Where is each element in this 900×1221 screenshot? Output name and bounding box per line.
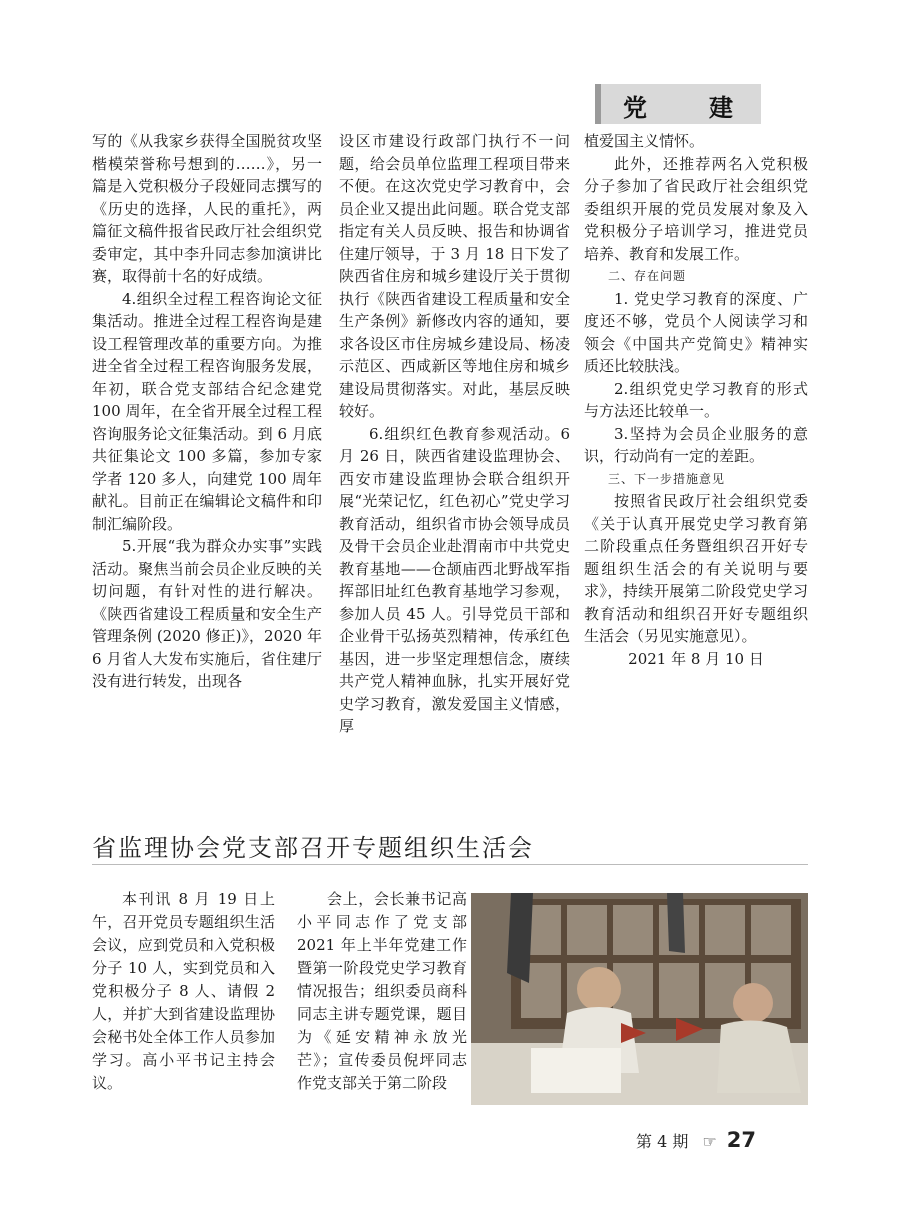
section-tag (595, 84, 761, 124)
list-item: 3.坚持为会员企业服务的意识，行动尚有一定的差距。 (584, 424, 808, 465)
page-footer (636, 1128, 756, 1152)
section-tag-char-1: 党 (623, 94, 647, 122)
subheading: 二、存在问题 (608, 269, 687, 283)
column-1 (92, 130, 322, 693)
article-column-2 (297, 888, 467, 1095)
paragraph: 4.组织全过程工程咨询论文征集活动。推进全过程工程咨询是建设工程管理改革的重要方向。为推进全省全过程工程咨询服务发展，年初，联合党支部结合纪念建党 100 周年，在全省开展全过程工程咨询服务论文征集活动。到 6 月底共征集论文 100 多篇，参加专家学者 120 多人，向建党 100 周年献礼。目前正在编辑论文稿件和印制汇编阶段。 (92, 289, 322, 533)
section-tag-char-2: 建 (709, 94, 733, 122)
page-number: 27 (726, 1128, 756, 1152)
paragraph: 写的《从我家乡获得全国脱贫攻坚楷模荣誉称号想到的……》，另一篇是入党积极分子段娅同志撰写的《历史的选择，人民的重托》，两篇征文稿件报省民政厅社会组织党委审定，其中李升同志参加演讲比赛，取得前十名的好成绩。 (92, 132, 322, 285)
article-title: 省监理协会党支部召开专题组织生活会 (92, 834, 534, 862)
pointing-hand-icon: ☞ (702, 1132, 717, 1151)
paragraph: 植爱国主义情怀。 (584, 132, 705, 150)
subheading: 三、下一步措施意见 (608, 471, 726, 486)
meeting-photo (471, 893, 808, 1105)
paragraph: 设区市建设行政部门执行不一问题，给会员单位监理工程项目带来不便。在这次党史学习教育中，会员企业又提出此问题。联合党支部指定有关人员反映、报告和协调省住建厅领导，于 3 月 18 日下发了陕西省住房和城乡建设厅关于贯彻执行《陕西省建设工程质量和安全生产条例》新修改内容的通知，要求各设区市住房城乡建设局、杨凌示范区、西咸新区等地住房和城乡建设局贯彻落实。对此，基层反映较好。 (339, 132, 570, 420)
paragraph: 按照省民政厅社会组织党委《关于认真开展党史学习教育第二阶段重点任务暨组织召开好专题组织生活会的有关说明与要求》，持续开展第二阶段党史学习教育活动和组织召开好专题组织生活会（另见实施意见）。 (584, 492, 808, 645)
list-item: 1. 党史学习教育的深度、广度还不够，党员个人阅读学习和领会《中国共产党简史》精神实质还比较肤浅。 (584, 289, 808, 375)
divider (92, 864, 808, 865)
paragraph: 会上，会长兼书记高小平同志作了党支部 2021 年上半年党建工作暨第一阶段党史学习教育情况报告；组织委员商科同志主讲专题党课，题目为《延安精神永放光芒》；宣传委员倪坪同志作党支部关于第二阶段 (297, 890, 467, 1092)
column-2 (339, 130, 570, 738)
meeting-photo-illustration (471, 893, 808, 1105)
paragraph: 6.组织红色教育参观活动。6 月 26 日，陕西省建设监理协会、西安市建设监理协会联合组织开展“光荣记忆，红色初心”党史学习教育活动，组织省市协会领导成员及骨干会员企业赴渭南市中共党史教育基地——仓颉庙西北野战军指挥部旧址红色教育基地学习参观，参加人员 45 人。引导党员干部和企业骨干弘扬英烈精神，传承红色基因，进一步坚定理想信念，赓续共产党人精神血脉，扎实开展好党史学习教育，激发爱国主义情感，厚 (339, 424, 570, 735)
issue-label: 第 4 期 (636, 1132, 689, 1151)
date-line: 2021 年 8 月 10 日 (628, 649, 764, 668)
column-3 (584, 130, 808, 670)
article-column-1 (92, 888, 275, 1095)
paragraph: 本刊讯 8 月 19 日上午，召开党员专题组织生活会议，应到党员和入党积极分子 10 人，实到党员和入党积极分子 8 人、请假 2 人，并扩大到省建设监理协会秘书处全体工作人员参加学习。高小平书记主持会议。 (92, 890, 275, 1092)
paragraph: 5.开展“我为群众办实事”实践活动。聚焦当前会员企业反映的关切问题，有针对性的进行解决。《陕西省建设工程质量和安全生产管理条例 (2020 修正)》，2020 年 6 月省人大发布实施后，省住建厅没有进行转发，出现各 (92, 537, 322, 690)
list-item: 2.组织党史学习教育的形式与方法还比较单一。 (584, 379, 808, 420)
paragraph: 此外，还推荐两名入党积极分子参加了省民政厅社会组织党委组织开展的党员发展对象及入党积极分子培训学习，推进党员培养、教育和发展工作。 (584, 154, 808, 263)
